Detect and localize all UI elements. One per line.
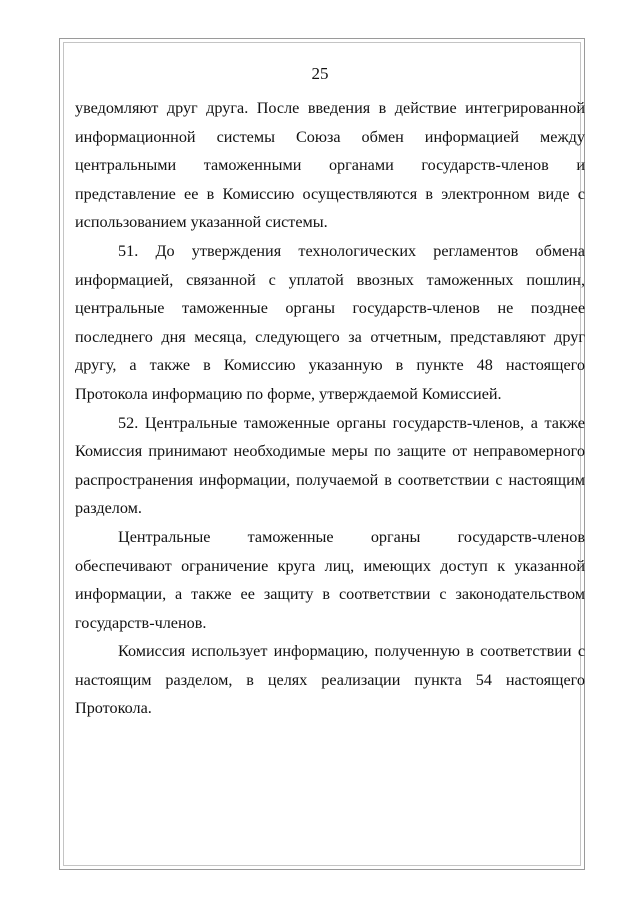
text-line: 52. Центральные таможенные органы государств-членов, а также [118, 413, 585, 432]
text-line: последнего дня месяца, следующего за отчетным, представляют друг [75, 327, 585, 346]
text-line: настоящим разделом, в целях реализации пункта 54 настоящего [75, 670, 585, 689]
text-line: разделом. [75, 499, 142, 518]
text-line: информацией, связанной с уплатой ввозных таможенных пошлин, [75, 270, 585, 289]
text-line: Протокола информацию по форме, утверждаемой Комиссией. [75, 384, 502, 403]
text-line: Протокола. [75, 699, 152, 718]
document-body [75, 94, 585, 723]
paragraph-item-51 [75, 237, 585, 409]
text-line: другу, а также в Комиссию указанную в пункте 48 настоящего [75, 356, 585, 375]
text-line: использованием указанной системы. [75, 213, 328, 232]
text-line: Центральные таможенные органы государств-членов [118, 527, 585, 546]
paragraph-commission-use [75, 637, 585, 723]
text-line: Комиссия принимают необходимые меры по защите от неправомерного [75, 442, 585, 461]
text-line: представление ее в Комиссию осуществляются в электронном виде с [75, 184, 585, 203]
text-line: государств-членов. [75, 613, 207, 632]
text-line: информационной системы Союза обмен информацией между [75, 127, 585, 146]
text-line: центральные таможенные органы государств-членов не позднее [75, 299, 585, 318]
text-line: 51. До утверждения технологических регламентов обмена [118, 241, 585, 260]
text-line: уведомляют друг друга. После введения в действие интегрированной [75, 99, 585, 117]
text-line: Комиссия использует информацию, полученную в соответствии с [118, 642, 585, 661]
text-line: центральными таможенными органами государств-членов и [75, 156, 585, 175]
text-line: обеспечивают ограничение круга лиц, имеющих доступ к указанной [75, 556, 585, 575]
paragraph-item-52 [75, 409, 585, 523]
paragraph-restriction [75, 523, 585, 637]
paragraph-continuation [75, 94, 585, 237]
text-line: распространения информации, получаемой в соответствии с настоящим [75, 470, 585, 489]
text-line: информации, а также ее защиту в соответствии с законодательством [75, 585, 585, 604]
page-number: 25 [311, 64, 329, 83]
